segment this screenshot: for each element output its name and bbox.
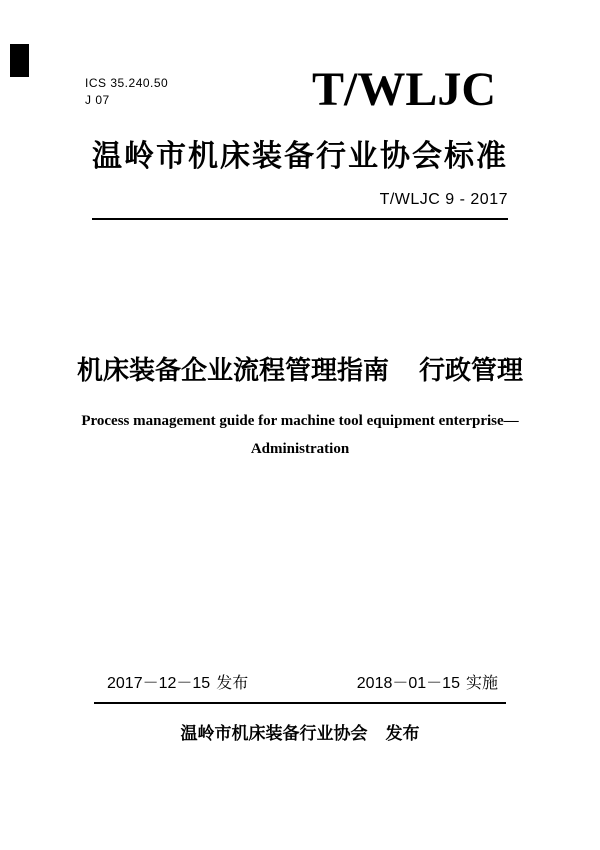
classification-codes	[85, 75, 168, 109]
publish-date-group	[107, 670, 248, 693]
association-standard-banner: 温岭市机床装备行业协会标准	[92, 140, 508, 173]
title-english-line1: Process management guide for machine tool equipment enterprise—	[81, 413, 519, 429]
implement-label: 实施	[465, 675, 498, 692]
title-chinese-subtitle: 行政管理	[419, 355, 524, 385]
publish-label: 发布	[216, 675, 249, 692]
title-chinese	[0, 354, 600, 386]
dates-row	[107, 670, 498, 693]
standard-number: T/WLJC 9 - 2017	[379, 191, 508, 208]
publish-date: 2017－12－15	[107, 675, 211, 692]
title-chinese-main: 机床装备企业流程管理指南	[76, 355, 389, 385]
title-english-line2: Administration	[250, 441, 350, 457]
publisher-name: 温岭市机床装备行业协会	[180, 724, 368, 743]
footer-divider	[94, 702, 506, 704]
implement-date-group	[357, 670, 498, 693]
implement-date: 2018－01－15	[356, 675, 460, 692]
publisher-line	[0, 724, 600, 744]
ics-code: ICS 35.240.50	[85, 76, 169, 90]
doc-classification-code: J 07	[85, 93, 110, 107]
publisher-action: 发布	[385, 724, 420, 743]
header-divider	[92, 218, 508, 220]
corner-mark	[10, 44, 29, 77]
standard-code-logo: T/WLJC	[311, 63, 496, 116]
